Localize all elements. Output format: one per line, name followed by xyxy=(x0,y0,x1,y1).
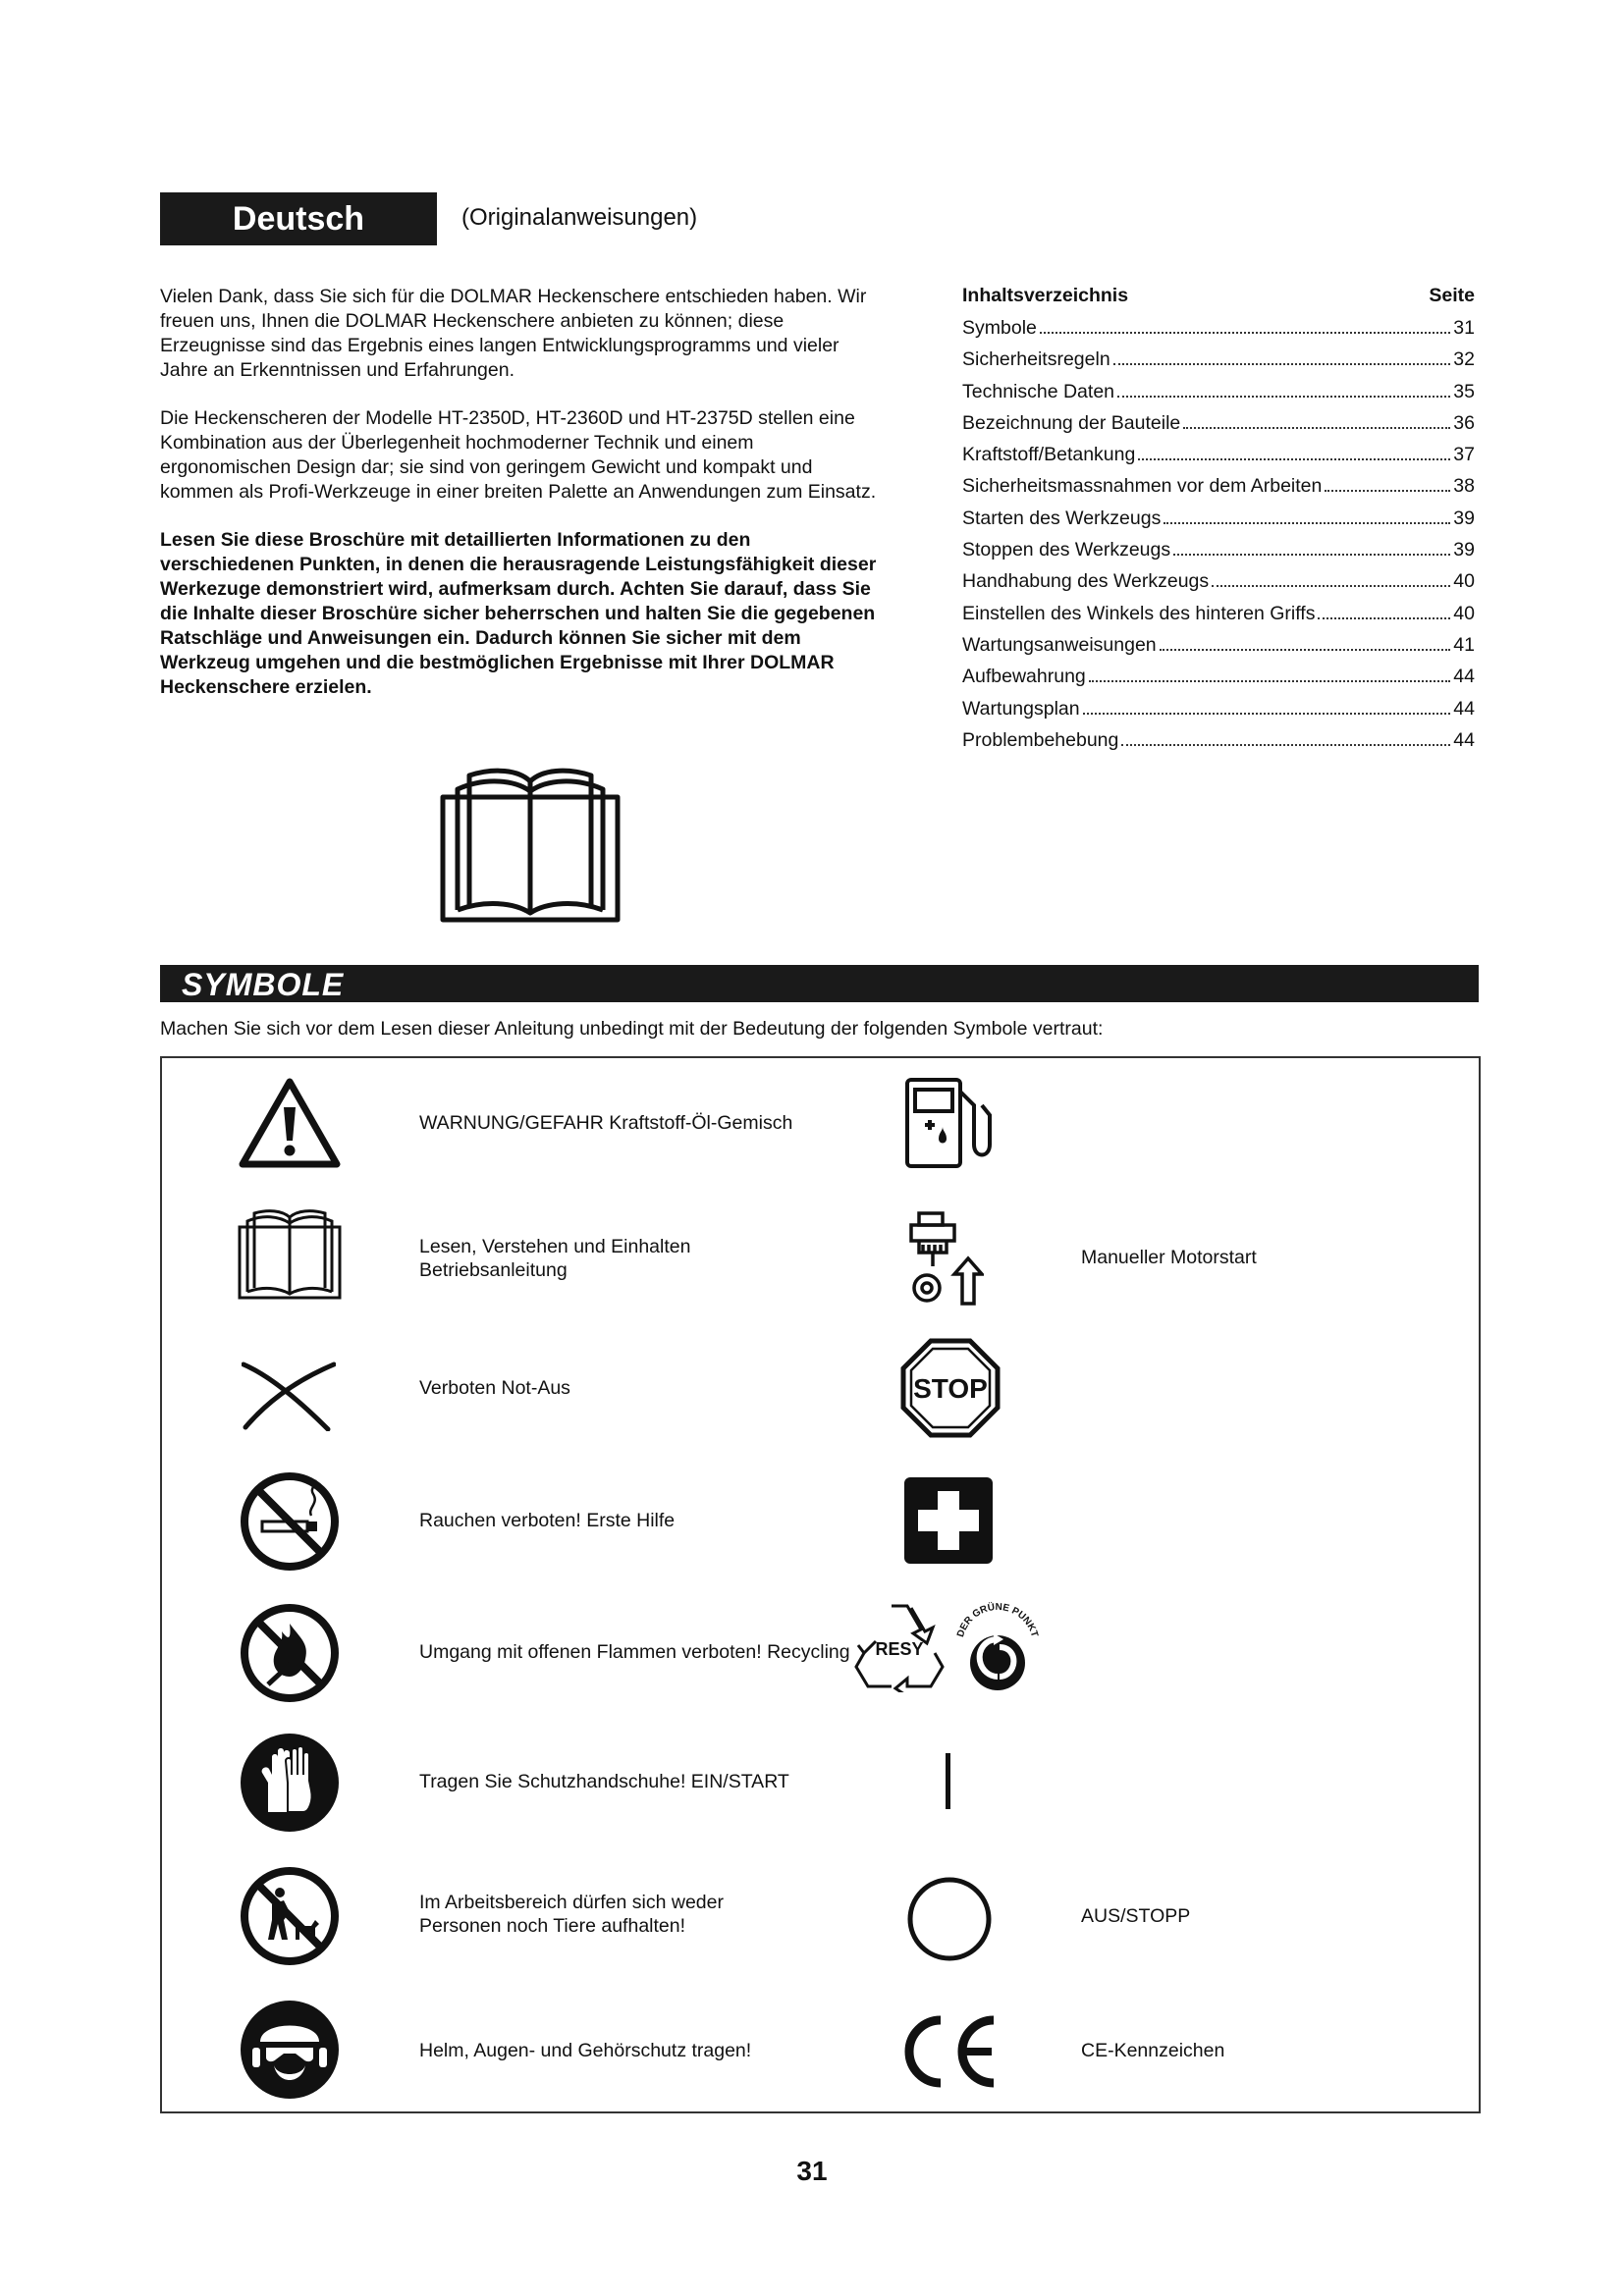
toc-item-page: 44 xyxy=(1453,697,1475,720)
helmet-eye-ear-protection-icon xyxy=(239,1999,341,2101)
toc-item-page: 31 xyxy=(1453,317,1475,339)
toc-leader-dots xyxy=(1083,713,1451,715)
label-read-manual-line2: Betriebsanleitung xyxy=(419,1259,568,1281)
toc-item xyxy=(962,348,1475,380)
prohibited-x-icon xyxy=(242,1353,336,1431)
read-manual-icon xyxy=(238,1209,342,1300)
toc-leader-dots xyxy=(1164,522,1450,524)
intro-paragraph-3: Lesen Sie diese Broschüre mit detaillierten Informationen zu den verschiedenen Punkten, in denen die herausragende Leistungsfähigkeit dieser Werkezuge demonstriert wird, aufmerksam durch. Achten Sie darauf, dass Sie die Inhalte dieser Broschüre sicher beherrschen und halten Sie die gegebenen Ratschläge und Anweisungen ein. Dadurch können Sie sicher mit dem Werkzeug umgehen und die bestmöglichen Ergebnisse mit Ihrer DOLMAR Heckenschere erzielen. xyxy=(160,529,877,698)
toc-item-title: Einstellen des Winkels des hinteren Griffs xyxy=(962,602,1316,624)
label-manual-start: Manueller Motorstart xyxy=(1081,1247,1257,1268)
toc-leader-dots xyxy=(1121,744,1450,746)
symbols-table xyxy=(160,1056,1481,2113)
label-no-open-flame: Umgang mit offenen Flammen verboten! Recycling xyxy=(419,1641,850,1663)
toc-item xyxy=(962,381,1475,412)
gruener-punkt-text: DER GRÜNE PUNKT xyxy=(955,1601,1040,1639)
toc-item-page: 38 xyxy=(1453,475,1475,498)
intro-text xyxy=(160,285,887,723)
intro-paragraph-1: Vielen Dank, dass Sie sich für die DOLMAR Heckenschere entschieden haben. Wir freuen uns, Ihnen die DOLMAR Heckenschere anbieten zu können; diese Erzeugnisse sind das Ergebnis eines langen Entwicklungsprogramms und vieler Jahre an Erkenntnissen und Erfahrungen. xyxy=(160,286,867,381)
toc-item-title: Wartungsanweisungen xyxy=(962,633,1157,656)
toc-title: Inhaltsverzeichnis xyxy=(962,285,1129,306)
label-no-smoking: Rauchen verboten! Erste Hilfe xyxy=(419,1510,676,1531)
toc-leader-dots xyxy=(1325,490,1450,492)
toc-item-title: Symbole xyxy=(962,317,1037,339)
stop-text: STOP xyxy=(913,1373,988,1404)
toc-leader-dots xyxy=(1117,396,1450,398)
toc-item-title: Sicherheitsmassnahmen vor dem Arbeiten xyxy=(962,475,1323,498)
ce-text: CE xyxy=(897,2012,899,2013)
svg-text:DER GRÜNE PUNKT xyxy=(955,1600,1040,1638)
toc-item xyxy=(962,570,1475,602)
toc-item-title: Technische Daten xyxy=(962,380,1115,402)
toc-item xyxy=(962,475,1475,507)
label-no-persons-line2: Personen noch Tiere aufhalten! xyxy=(419,1915,686,1937)
toc-item xyxy=(962,603,1475,634)
toc-item xyxy=(962,412,1475,444)
recycle-text: RESY xyxy=(875,1639,924,1659)
toc-item-title: Aufbewahrung xyxy=(962,666,1086,688)
first-aid-icon xyxy=(902,1475,995,1566)
symbols-intro: Machen Sie sich vor dem Lesen dieser Anleitung unbedingt mit der Bedeutung der folgenden Symbole vertraut: xyxy=(160,1018,1104,1040)
toc-item xyxy=(962,666,1475,697)
toc-leader-dots xyxy=(1040,332,1450,334)
label-warning: WARNUNG/GEFAHR Kraftstoff-Öl-Gemisch xyxy=(419,1112,793,1134)
toc-item-title: Wartungsplan xyxy=(962,697,1080,720)
toc-item xyxy=(962,507,1475,539)
symbols-title: SYMBOLE xyxy=(182,967,345,1002)
label-read-manual-line1: Lesen, Verstehen und Einhalten xyxy=(419,1236,691,1257)
toc-item-page: 32 xyxy=(1453,348,1475,371)
label-no-persons xyxy=(419,1891,724,1938)
toc-page-header: Seite xyxy=(1429,285,1475,306)
label-read-manual xyxy=(419,1235,690,1282)
gruener-punkt-icon xyxy=(950,1594,1045,1696)
toc-leader-dots xyxy=(1089,680,1451,682)
label-ce: CE-Kennzeichen xyxy=(1081,2040,1225,2061)
toc-item-title: Handhabung des Werkzeugs xyxy=(962,570,1210,593)
toc-item-page: 40 xyxy=(1453,570,1475,593)
toc-item-page: 35 xyxy=(1453,380,1475,402)
toc-leader-dots xyxy=(1113,363,1451,365)
table-of-contents xyxy=(962,285,1475,761)
toc-item xyxy=(962,539,1475,570)
no-smoking-icon xyxy=(239,1470,341,1573)
on-start-bar-icon xyxy=(946,1753,950,1809)
ce-mark-icon xyxy=(897,2012,1000,2091)
toc-item-title: Stoppen des Werkzeugs xyxy=(962,539,1171,561)
label-prohibited: Verboten Not-Aus xyxy=(419,1377,570,1399)
subtitle: (Originalanweisungen) xyxy=(461,204,698,231)
toc-item-page: 44 xyxy=(1453,666,1475,688)
toc-header xyxy=(962,285,1475,307)
toc-item-title: Bezeichnung der Bauteile xyxy=(962,411,1181,434)
toc-leader-dots xyxy=(1173,554,1450,556)
read-manual-icon xyxy=(440,768,621,923)
intro-paragraph-2: Die Heckenscheren der Modelle HT-2350D, HT-2360D und HT-2375D stellen eine Kombination aus der Überlegenheit hochmoderner Technik und einem ergonomischen Design dar; sie sind von geringem Gewicht und kompakt und kommen als Profi-Werkzeuge in einer breiten Palette an Anwendungen zum Einsatz. xyxy=(160,407,877,503)
toc-item-page: 36 xyxy=(1453,411,1475,434)
symbols-section-bar xyxy=(160,965,1479,1002)
toc-item-page: 40 xyxy=(1453,602,1475,624)
stop-sign-icon xyxy=(899,1337,1001,1439)
toc-item-page: 41 xyxy=(1453,633,1475,656)
manual-start-icon xyxy=(905,1209,984,1308)
label-off-stop: AUS/STOPP xyxy=(1081,1905,1191,1927)
toc-leader-dots xyxy=(1138,458,1450,460)
toc-leader-dots xyxy=(1318,617,1450,619)
toc-leader-dots xyxy=(1212,585,1450,587)
toc-item xyxy=(962,729,1475,761)
toc-item-title: Starten des Werkzeugs xyxy=(962,507,1162,529)
label-helmet: Helm, Augen- und Gehörschutz tragen! xyxy=(419,2040,752,2061)
toc-leader-dots xyxy=(1160,649,1451,651)
recycling-icon xyxy=(852,1598,947,1692)
no-persons-animals-icon xyxy=(239,1865,341,1967)
toc-item-page: 44 xyxy=(1453,728,1475,751)
toc-item xyxy=(962,634,1475,666)
toc-item-page: 39 xyxy=(1453,507,1475,529)
toc-item-title: Sicherheitsregeln xyxy=(962,348,1110,371)
warning-triangle-icon xyxy=(239,1078,341,1168)
fuel-pump-icon xyxy=(903,1076,998,1170)
no-open-flame-icon xyxy=(239,1602,341,1704)
language-heading: Deutsch xyxy=(160,192,437,245)
off-stop-circle-icon xyxy=(904,1874,995,1964)
toc-leader-dots xyxy=(1183,427,1450,429)
toc-item-page: 37 xyxy=(1453,444,1475,466)
toc-item-title: Kraftstoff/Betankung xyxy=(962,444,1136,466)
toc-item-page: 39 xyxy=(1453,539,1475,561)
toc-item xyxy=(962,317,1475,348)
label-gloves: Tragen Sie Schutzhandschuhe! EIN/START xyxy=(419,1771,789,1792)
label-no-persons-line1: Im Arbeitsbereich dürfen sich weder xyxy=(419,1892,724,1913)
toc-item-title: Problembehebung xyxy=(962,728,1119,751)
gloves-icon xyxy=(239,1732,341,1834)
page-number: 31 xyxy=(796,2156,828,2186)
toc-item xyxy=(962,698,1475,729)
toc-item xyxy=(962,444,1475,475)
